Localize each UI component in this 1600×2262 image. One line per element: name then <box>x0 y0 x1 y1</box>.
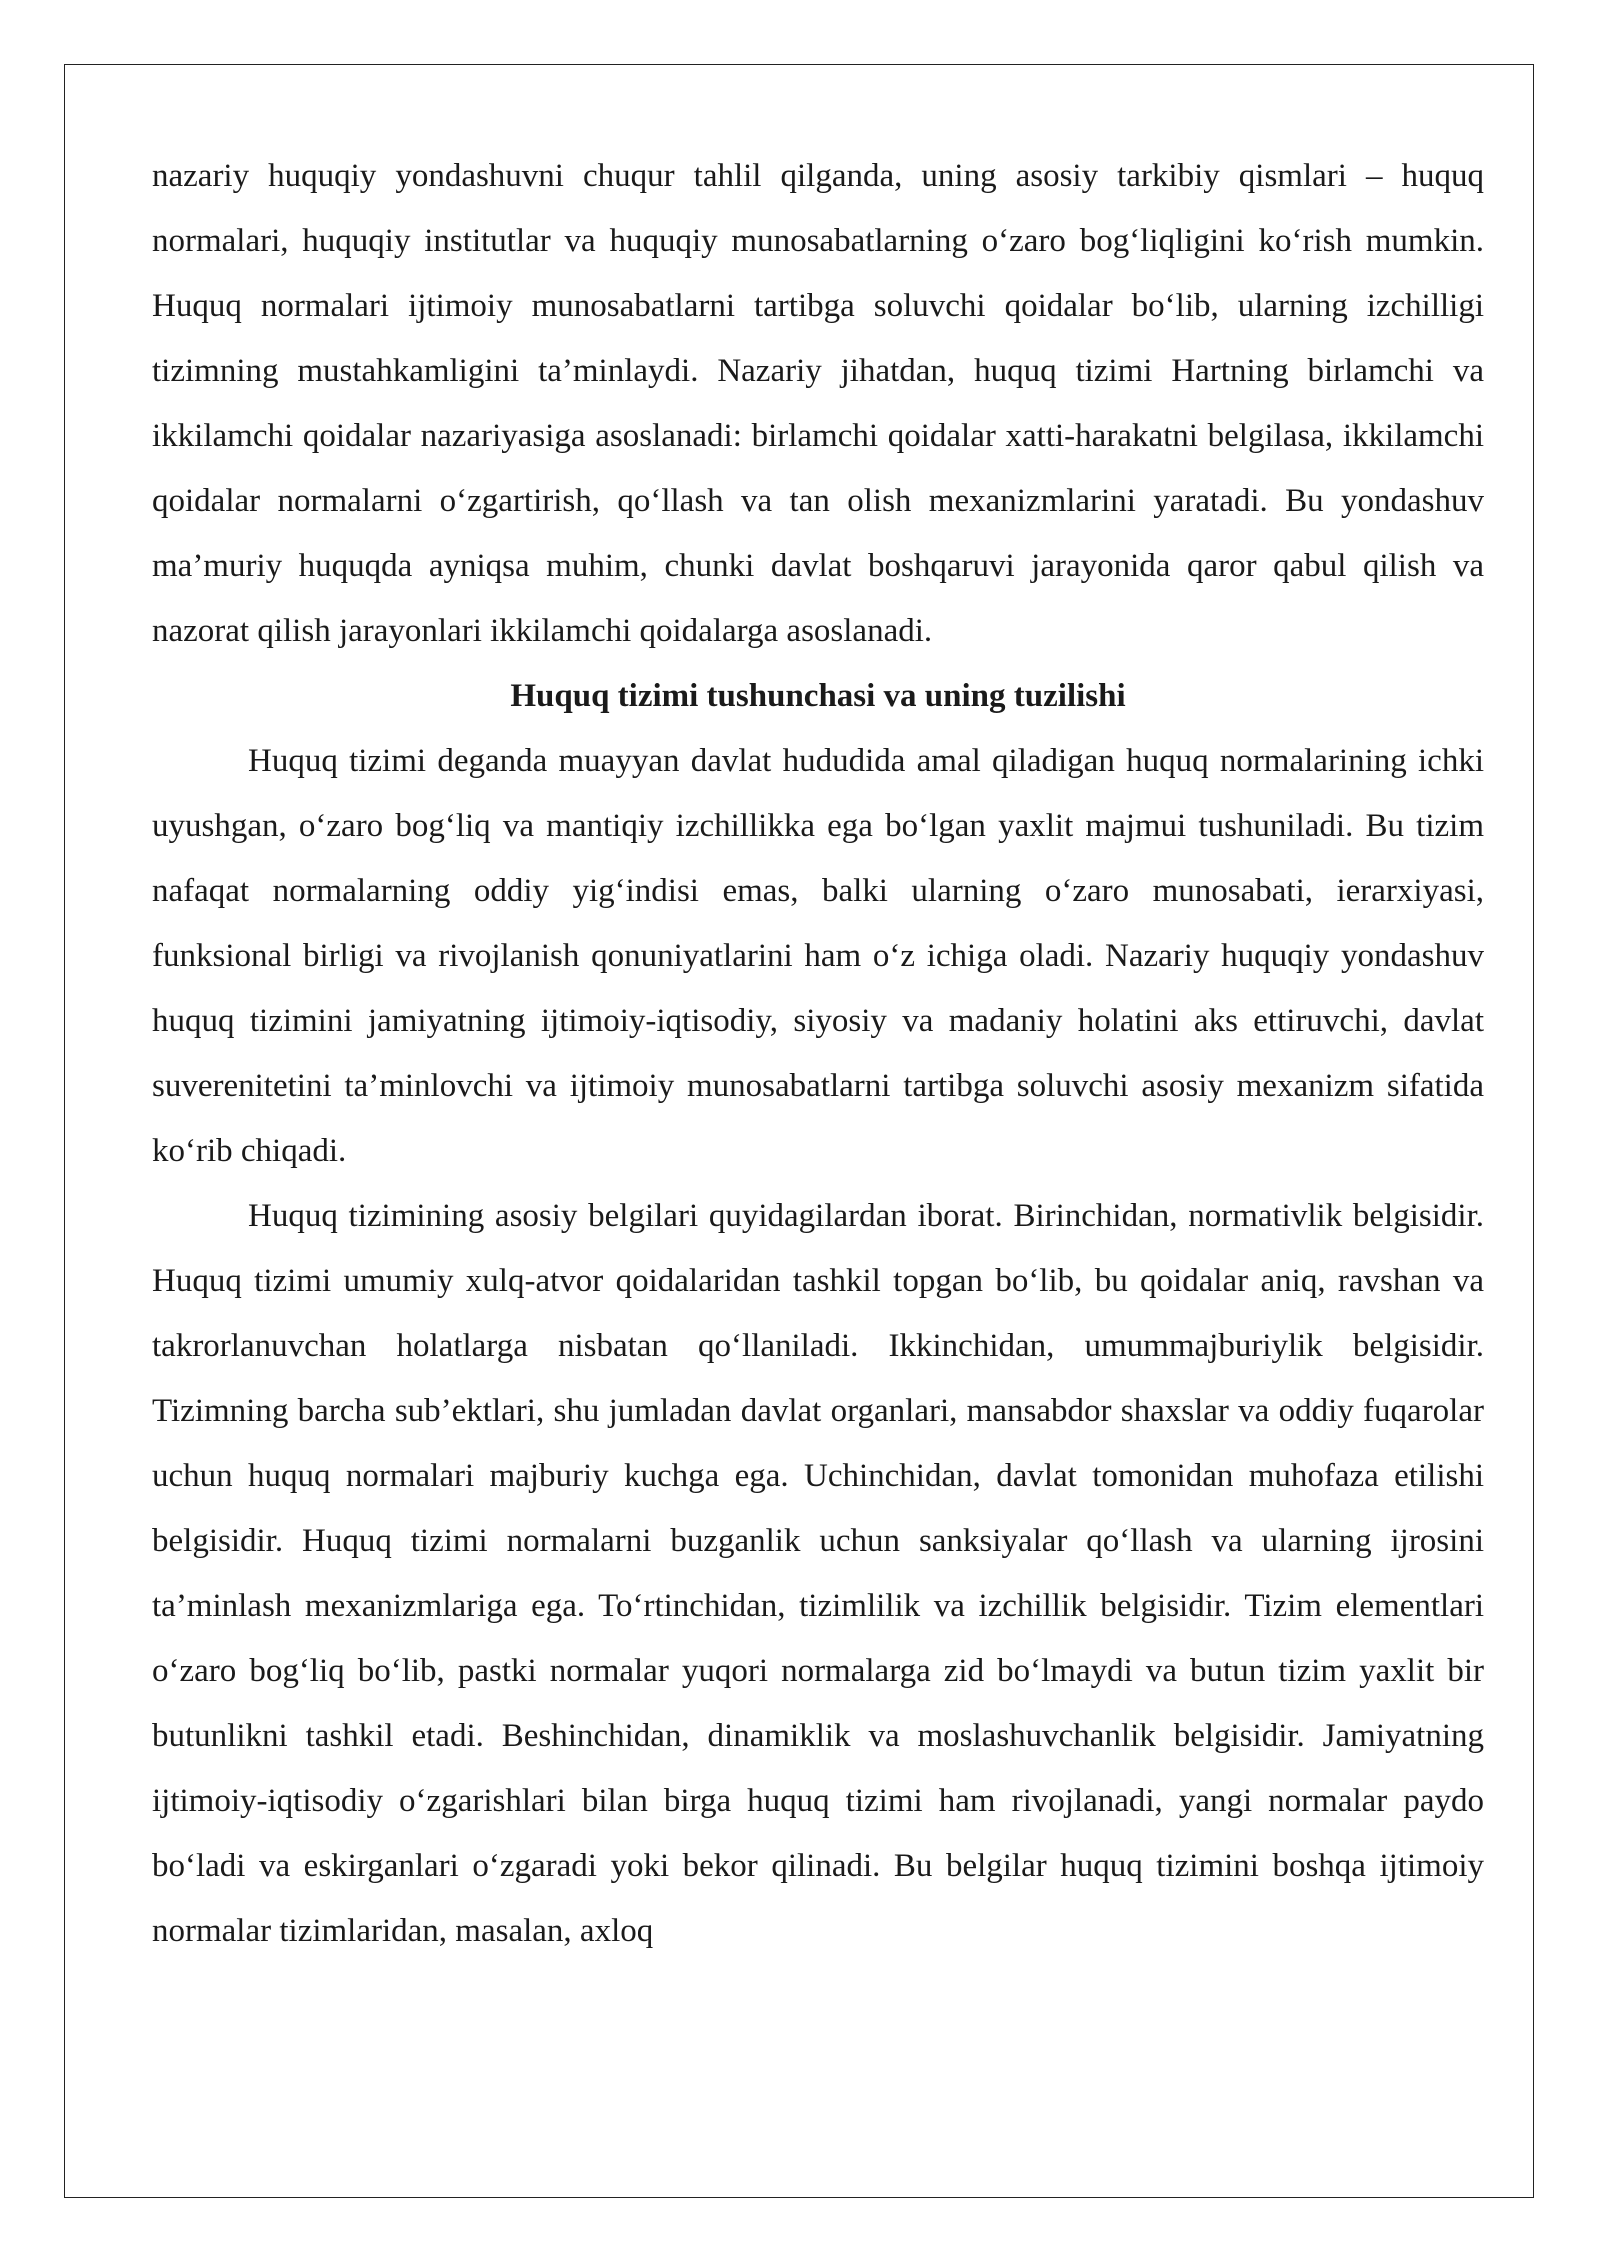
document-body <box>152 144 1484 1964</box>
paragraph-features: Huquq tizimining asosiy belgilari quyidagilardan iborat. Birinchidan, normativlik belgisidir. Huquq tizimi umumiy xulq-atvor qoidalaridan tashkil topgan bo‘lib, bu qoidalar aniq, ravshan va takrorlanuvchan holatlarga nisbatan qo‘llaniladi. Ikkinchidan, umummajburiylik belgisidir. Tizimning barcha sub’ektlari, shu jumladan davlat organlari, mansabdor shaxslar va oddiy fuqarolar uchun huquq normalari majburiy kuchga ega. Uchinchidan, davlat tomonidan muhofaza etilishi belgisidir. Huquq tizimi normalarni buzganlik uchun sanksiyalar qo‘llash va ularning ijrosini ta’minlash mexanizmlariga ega. To‘rtinchidan, tizimlilik va izchillik belgisidir. Tizim elementlari o‘zaro bog‘liq bo‘lib, pastki normalar yuqori normalarga zid bo‘lmaydi va butun tizim yaxlit bir butunlikni tashkil etadi. Beshinchidan, dinamiklik va moslashuvchanlik belgisidir. Jamiyatning ijtimoiy-iqtisodiy o‘zgarishlari bilan birga huquq tizimi ham rivojlanadi, yangi normalar paydo bo‘ladi va eskirganlari o‘zgaradi yoki bekor qilinadi. Bu belgilar huquq tizimini boshqa ijtimoiy normalar tizimlaridan, masalan, axloq <box>152 1198 1484 1949</box>
paragraph-definition: Huquq tizimi deganda muayyan davlat hududida amal qiladigan huquq normalarining ichki uyushgan, o‘zaro bog‘liq va mantiqiy izchillikka ega bo‘lgan yaxlit majmui tushuniladi. Bu tizim nafaqat normalarning oddiy yig‘indisi emas, balki ularning o‘zaro munosabati, ierarxiyasi, funksional birligi va rivojlanish qonuniyatlarini ham o‘z ichiga oladi. Nazariy huquqiy yondashuv huquq tizimini jamiyatning ijtimoiy-iqtisodiy, siyosiy va madaniy holatini aks ettiruvchi, davlat suverenitetini ta’minlovchi va ijtimoiy munosabatlarni tartibga soluvchi asosiy mexanizm sifatida ko‘rib chiqadi. <box>152 743 1484 1169</box>
paragraph-continuation: nazariy huquqiy yondashuvni chuqur tahlil qilganda, uning asosiy tarkibiy qismlari – huquq normalari, huquqiy institutlar va huquqiy munosabatlarning o‘zaro bog‘liqligini ko‘rish mumkin. Huquq normalari ijtimoiy munosabatlarni tartibga soluvchi qoidalar bo‘lib, ularning izchilligi tizimning mustahkamligini ta’minlaydi. Nazariy jihatdan, huquq tizimi Hartning birlamchi va ikkilamchi qoidalar nazariyasiga asoslanadi: birlamchi qoidalar xatti-harakatni belgilasa, ikkilamchi qoidalar normalarni o‘zgartirish, qo‘llash va tan olish mexanizmlarini yaratadi. Bu yondashuv ma’muriy huquqda ayniqsa muhim, chunki davlat boshqaruvi jarayonida qaror qabul qilish va nazorat qilish jarayonlari ikkilamchi qoidalarga asoslanadi. <box>152 158 1484 649</box>
section-heading: Huquq tizimi tushunchasi va uning tuzilishi <box>510 678 1126 714</box>
